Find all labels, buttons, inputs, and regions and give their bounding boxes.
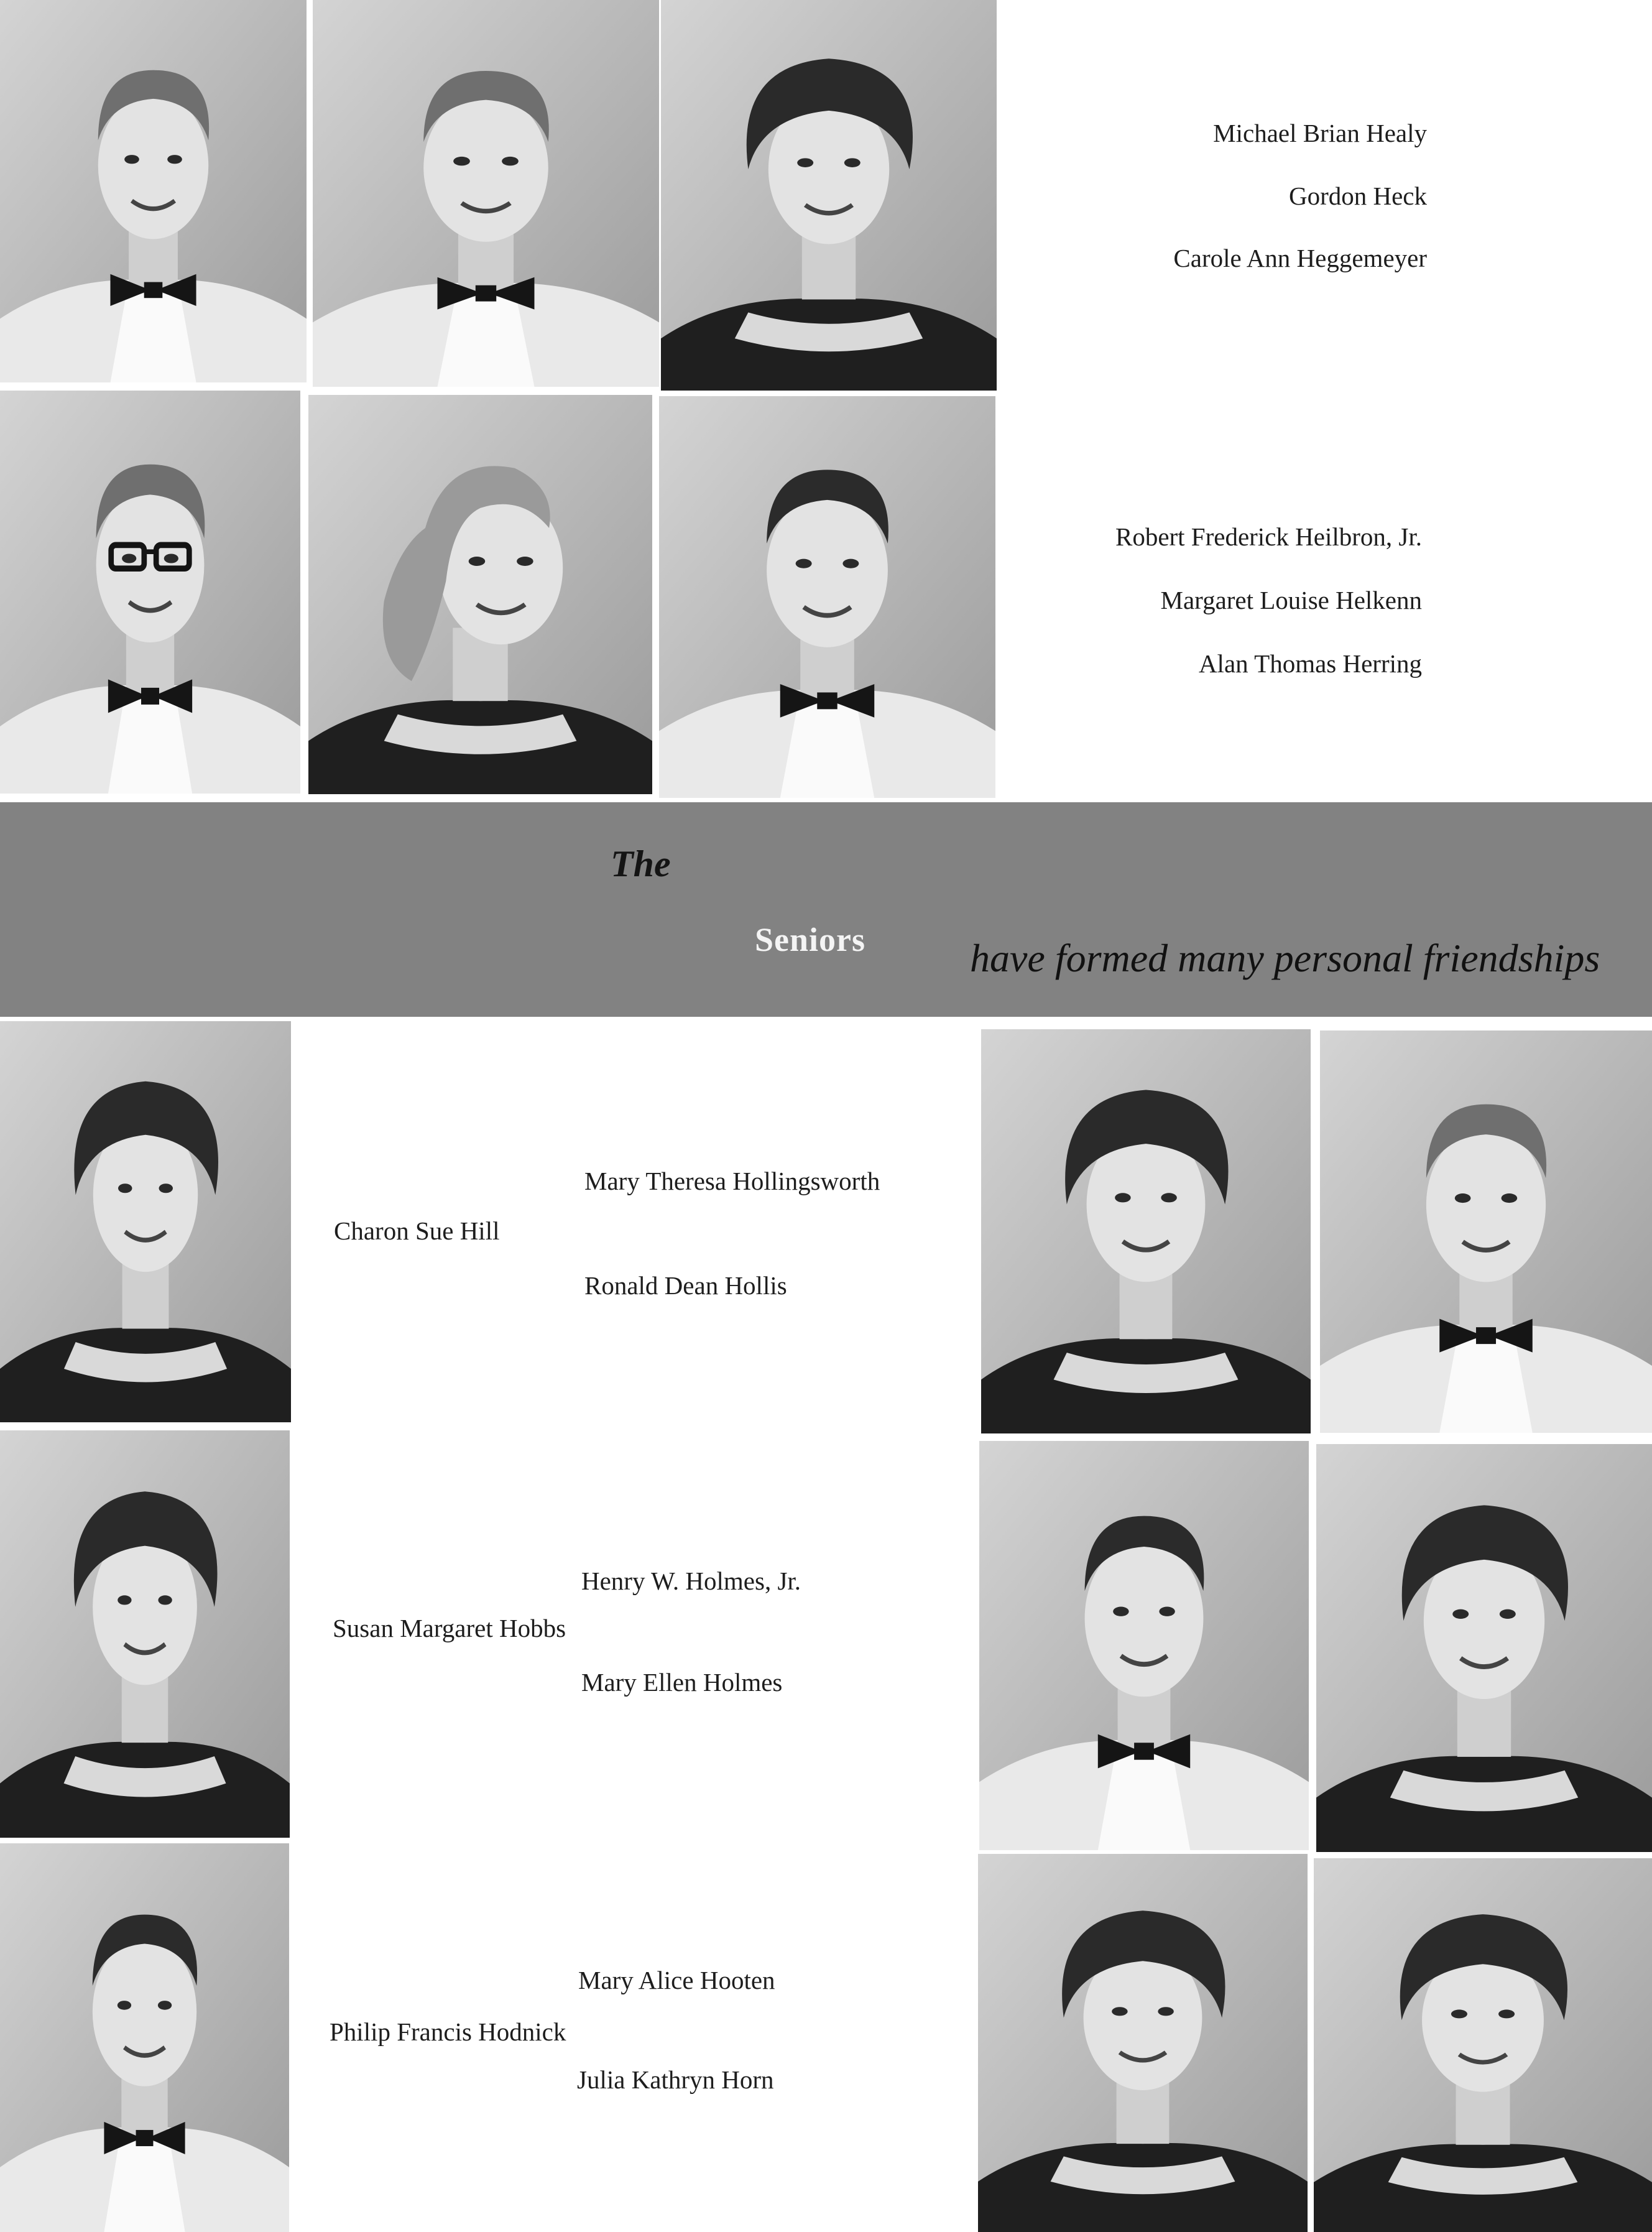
senior-name: Michael Brian Healy <box>1213 119 1427 147</box>
senior-name: Ronald Dean Hollis <box>584 1271 787 1300</box>
senior-name: Alan Thomas Herring <box>1198 649 1422 678</box>
senior-name: Mary Theresa Hollingsworth <box>584 1167 880 1195</box>
senior-name: Philip Francis Hodnick <box>330 2017 566 2046</box>
senior-name: Julia Kathryn Horn <box>577 2065 774 2094</box>
portrait-photo <box>0 1021 291 1422</box>
senior-name: Henry W. Holmes, Jr. <box>581 1567 801 1595</box>
senior-name: Mary Ellen Holmes <box>581 1668 783 1697</box>
portrait-photo <box>981 1029 1311 1433</box>
portrait-photo <box>0 1843 289 2232</box>
senior-name: Robert Frederick Heilbron, Jr. <box>1115 522 1422 551</box>
portrait-photo <box>1314 1858 1652 2232</box>
portrait-photo <box>308 395 652 794</box>
senior-name: Charon Sue Hill <box>334 1216 500 1245</box>
senior-name: Margaret Louise Helkenn <box>1160 586 1422 614</box>
portrait-photo <box>659 396 995 798</box>
portrait-photo <box>313 0 659 387</box>
senior-name: Carole Ann Heggemeyer <box>1173 244 1427 272</box>
portrait-photo <box>661 0 997 391</box>
portrait-photo <box>0 0 307 382</box>
banner-word-seniors: Seniors <box>755 921 866 958</box>
portrait-photo <box>0 391 300 794</box>
section-banner <box>0 802 1652 1017</box>
portrait-photo <box>1320 1030 1652 1433</box>
portrait-photo <box>979 1441 1309 1850</box>
senior-name: Gordon Heck <box>1288 182 1427 210</box>
portrait-photo <box>0 1430 290 1838</box>
portrait-photo <box>978 1854 1308 2232</box>
banner-word-the: The <box>611 843 671 884</box>
portrait-photo <box>1316 1444 1652 1852</box>
senior-name: Mary Alice Hooten <box>578 1966 775 1994</box>
banner-tagline: have formed many personal friendships <box>970 936 1600 980</box>
senior-name: Susan Margaret Hobbs <box>333 1614 566 1642</box>
